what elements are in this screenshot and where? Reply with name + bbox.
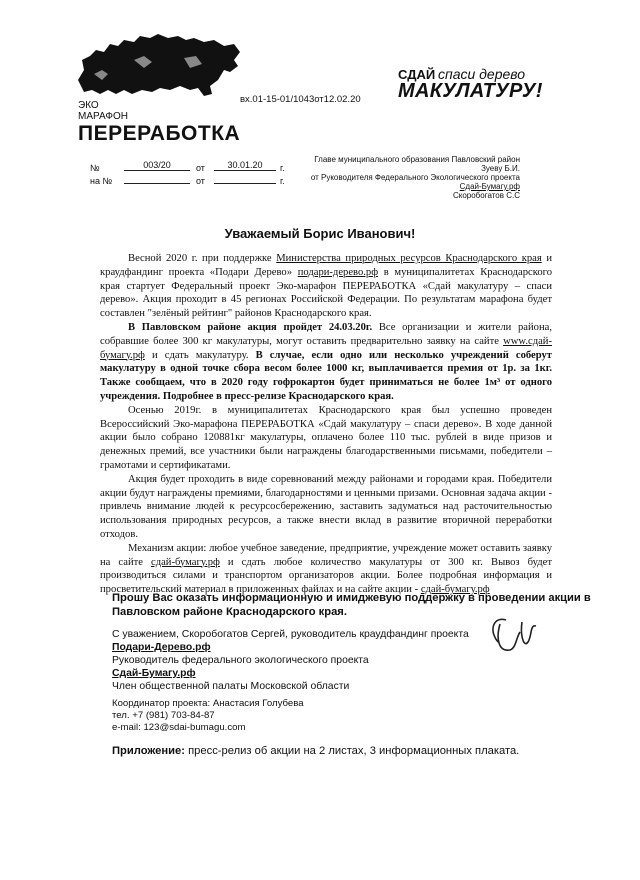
- addressee-line-2: Зуеву Б.И.: [481, 164, 520, 173]
- addressee-line-1: Главе муниципального образования Павловский район: [314, 155, 520, 164]
- doc-number-label: №: [90, 163, 100, 173]
- addressee-line-3: от Руководителя Федерального Экологического проекта: [310, 173, 520, 182]
- reply-year-suffix: г.: [280, 176, 285, 186]
- logo-slogan: спаси дерево: [438, 66, 526, 82]
- doc-year-suffix: г.: [280, 163, 285, 173]
- signature-line-3: Руководитель федерального экологического проекта: [112, 655, 369, 666]
- doc-date-label: от: [196, 163, 205, 173]
- logo-sdai-text: СДАЙ: [398, 67, 436, 82]
- salutation: Уважаемый Борис Иванович!: [224, 226, 416, 241]
- signature-line-5: Член общественной палаты Московской области: [112, 681, 350, 692]
- support-request: Прошу Вас оказать информационную и имиджевую поддержку в проведении акции в Павловском районе Краснодарского края.: [112, 592, 591, 618]
- paragraph-2: В Павловском районе акция пройдет 24.03.20г. Все организации и жители района, собравшие более 300 кг макулатуры, могут оставить предварительно заявку на сайте www.сдай-бумагу.рф и сдать макулатуру. В случае, если одно или несколько учреждений соберут макулатуру в одной точке сбора весом более 1000 кг, выплачивается премия от 1р. за 1кг. Также сообщаем, что в 2020 году гофрокартон будет приниматься не более 1м³ от одного учреждения. Подробнее в пресс-релизе Краснодарского края.: [100, 321, 553, 402]
- addressee-line-5: Скоробогатов С.С: [452, 191, 520, 200]
- letter-body: [100, 252, 552, 597]
- phone: тел. +7 (981) 703-84-87: [112, 710, 215, 721]
- coordinator: Координатор проекта: Анастасия Голубева: [112, 698, 304, 709]
- logo-pererabotka-title: ПЕРЕРАБОТКА: [78, 122, 241, 145]
- ministry-link[interactable]: Министерства природных ресурсов Краснодарского края: [276, 253, 542, 264]
- logo-eco-text: ЭКО: [78, 100, 99, 111]
- paragraph-4: Акция будет проходить в виде соревнований между районами и городами края. Победители акции будут награждены премиями, благодарностями и ценными призами. Основная задача акции - привлечь внимание людей к ресурсосбережению, заставить задуматься над расточительностью использования природных ресурсов, а также внести вклад в развитие вторичной переработки отходов.: [100, 473, 552, 540]
- reply-number-blank: [124, 173, 190, 184]
- paragraph-1: Весной 2020 г. при поддержке Министерства природных ресурсов Краснодарского края и краудфандинг проекта «Подари Дерево» подари-дерево.рф в муниципалитетах Краснодарского края стартует Федеральный проект Эко-марафон ПЕРЕРАБОТКА «Сдай макулатуру – спаси дерево». Акция проходит в 45 регионах Российской Федерации. По результатам марафона будет составлен "зелёный рейтинг" районов Краснодарского края.: [100, 253, 553, 320]
- addressee-line-4: Сдай-Бумагу.рф: [459, 182, 520, 191]
- sdai-bumagu-signature-link[interactable]: Сдай-Бумагу.рф: [112, 668, 196, 679]
- sdai-bumagu-link-3[interactable]: сдай-бумагу.рф: [420, 584, 490, 596]
- russia-map-logo-icon: [74, 30, 244, 100]
- doc-number-value: 003/20: [124, 160, 190, 171]
- reply-date-label: от: [196, 176, 205, 186]
- paragraph-5: Механизм акции: любое учебное заведение, предприятие, учреждение может оставить заявку на сайте сдай-бумагу.рф и сдать любое количество макулатуры от 300 кг. Вывоз будет производиться силами и транспортом организаторов акции. Более подробная информация и просветительский материал в приложенных файлах и на сайте акции - сдай-бумагу.рф: [100, 542, 552, 596]
- reply-to-label: на №: [90, 176, 113, 186]
- sdai-bumagu-link[interactable]: www.сдай-бумагу.рф: [100, 335, 552, 361]
- podari-derevo-signature-link[interactable]: Подари-Дерево.рф: [112, 642, 211, 653]
- attachment-note: Приложение: пресс-релиз об акции на 2 листах, 3 информационных плаката.: [112, 745, 520, 757]
- sdai-bumagu-link-2[interactable]: сдай-бумагу.рф: [151, 556, 220, 568]
- paragraph-3: Осенью 2019г. в муниципалитетах Краснодарского края был успешно проведен Всероссийский Эко-марафона ПЕРЕРАБОТКА «Сдай макулатуру – спаси дерево». В ходе данной акции было собрано 120881кг макулатуры, оплачено более 110 тыс. рублей в виде призов и денежных премий, все участники были награждены благодарственными письмами, победители – грамотами и сертификатами.: [100, 404, 552, 471]
- email: e-mail: 123@sdai-bumagu.com: [112, 722, 246, 733]
- signature-line-1: С уважением, Скоробогатов Сергей, руководитель краудфандинг проекта: [112, 629, 469, 640]
- logo-makulaturu-title: МАКУЛАТУРУ!: [398, 80, 543, 102]
- reply-date-blank: [214, 173, 276, 184]
- incoming-stamp: вх.01-15-01/1043от12.02.20: [240, 94, 361, 105]
- handwritten-signature-icon: [480, 612, 550, 662]
- podari-derevo-link[interactable]: подари-дерево.рф: [297, 266, 379, 278]
- logo-marathon-text: МАРАФОН: [78, 111, 128, 122]
- doc-date-value: 30.01.20: [214, 160, 276, 171]
